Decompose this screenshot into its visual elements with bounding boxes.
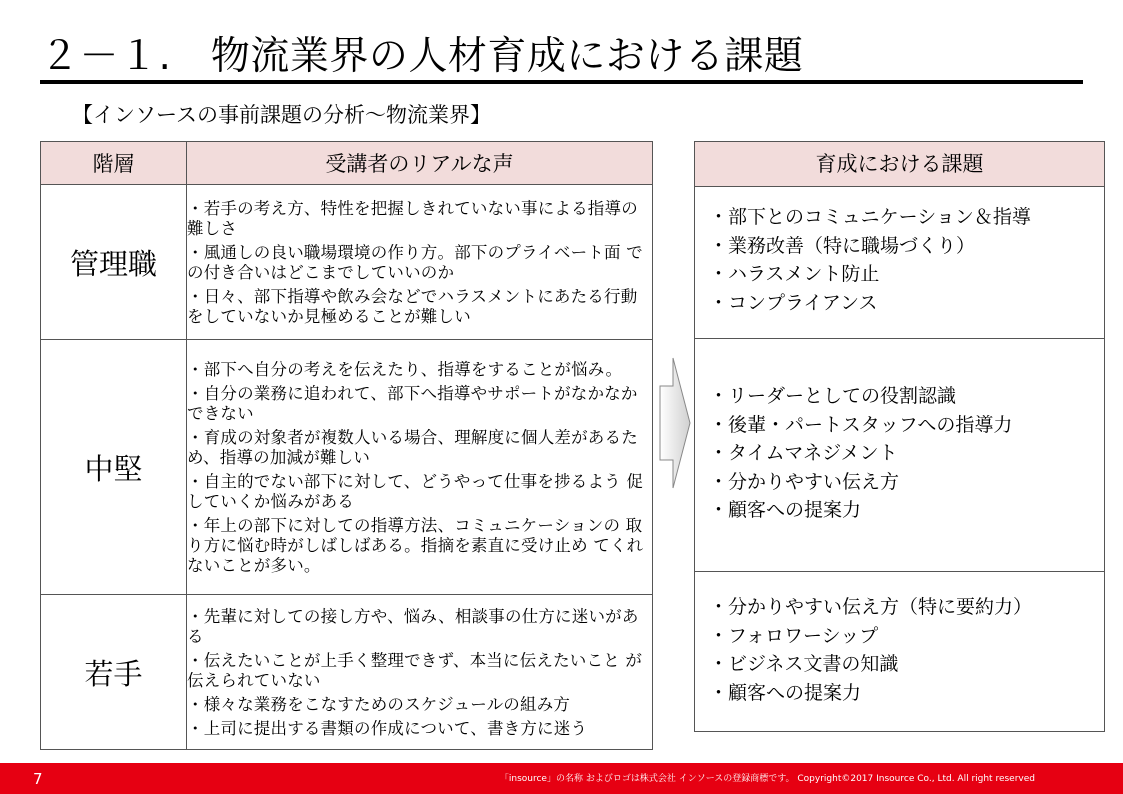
voice-item: ・日々、部下指導や飲み会などでハラスメントにあたる行動をしていないか見極めることが難しい (187, 286, 638, 326)
level-junior: 若手 (41, 595, 187, 750)
voice-item: ・自分の業務に追われて、部下へ指導やサポートがなかなかできない (187, 383, 638, 423)
table-header-row (41, 142, 653, 185)
voices-cell-mid (187, 340, 653, 595)
voices-cell-manager (187, 185, 653, 340)
issue-item: ・ハラスメント防止 (709, 263, 880, 285)
issue-item: ・コンプライアンス (709, 291, 878, 314)
table-row (41, 595, 653, 750)
right-arrow-icon (659, 356, 691, 490)
issue-item: ・顧客への提案力 (709, 499, 862, 521)
issue-item: ・部下とのコミュニケーション＆指導 (709, 206, 1031, 228)
issue-item: ・フォロワーシップ (709, 624, 879, 647)
issue-item: ・顧客への提案力 (709, 681, 862, 704)
issues-group-manager (695, 187, 1104, 339)
issue-item: ・タイムマネジメント (709, 442, 898, 464)
voice-item: ・年上の部下に対しての指導方法、コミュニケーションの 取り方に悩む時がしばしばある。指摘を素直に受け止め てくれないことが多い。 (187, 515, 644, 575)
issues-group-mid (695, 340, 1104, 572)
issue-item: ・業務改善（特に職場づくり） (709, 234, 976, 257)
level-manager: 管理職 (41, 185, 187, 340)
voices-table (40, 141, 653, 750)
copyright-notice: 「insource」の名称 およびロゴは株式会社 インソースの登録商標です。 Copyright©2017 Insource Co., Ltd. All right reserved (499, 774, 1035, 784)
voice-item: ・若手の考え方、特性を把握しきれていない事による指導の難しさ (187, 198, 638, 238)
section-subtitle: 【インソースの事前課題の分析～物流業界】 (72, 103, 491, 127)
level-mid: 中堅 (41, 340, 187, 595)
voice-item: ・部下へ自分の考えを伝えたり、指導をすることが悩み。 (187, 359, 623, 379)
issues-panel (694, 141, 1105, 732)
voice-item: ・育成の対象者が複数人いる場合、理解度に個人差があるため、指導の加減が難しい (187, 427, 638, 467)
page-number: 7 (33, 770, 43, 788)
table-row (41, 185, 653, 340)
issue-item: ・後輩・パートスタッフへの指導力 (709, 413, 1013, 436)
voices-cell-junior (187, 595, 653, 750)
issue-item: ・リーダーとしての役割認識 (709, 385, 957, 407)
issue-item: ・分かりやすい伝え方（特に要約力） (709, 596, 1033, 618)
issue-item: ・ビジネス文書の知識 (709, 653, 899, 675)
voice-item: ・伝えたいことが上手く整理できず、本当に伝えたいこと が伝えられていない (187, 650, 643, 690)
header-level: 階層 (41, 142, 187, 185)
voice-item: ・風通しの良い職場環境の作り方。部下のプライベート面 での付き合いはどこまでしていいのか (187, 242, 643, 282)
footer-bar (0, 763, 1123, 794)
title-underline (40, 80, 1083, 84)
table-row (41, 340, 653, 595)
issues-header: 育成における課題 (695, 142, 1104, 187)
slide-title: ２－１. 物流業界の人材育成における課題 (40, 34, 804, 79)
voice-item: ・上司に提出する書類の作成について、書き方に迷う (187, 718, 588, 738)
voice-item: ・先輩に対しての接し方や、悩み、相談事の仕方に迷いがある (187, 606, 639, 646)
voice-item: ・自主的でない部下に対して、どうやって仕事を捗るよう 促していくか悩みがある (187, 471, 644, 511)
issues-group-junior (695, 573, 1104, 731)
header-voices: 受講者のリアルな声 (187, 142, 653, 185)
voice-item: ・様々な業務をこなすためのスケジュールの組み方 (187, 694, 571, 714)
issue-item: ・分かりやすい伝え方 (709, 470, 900, 493)
